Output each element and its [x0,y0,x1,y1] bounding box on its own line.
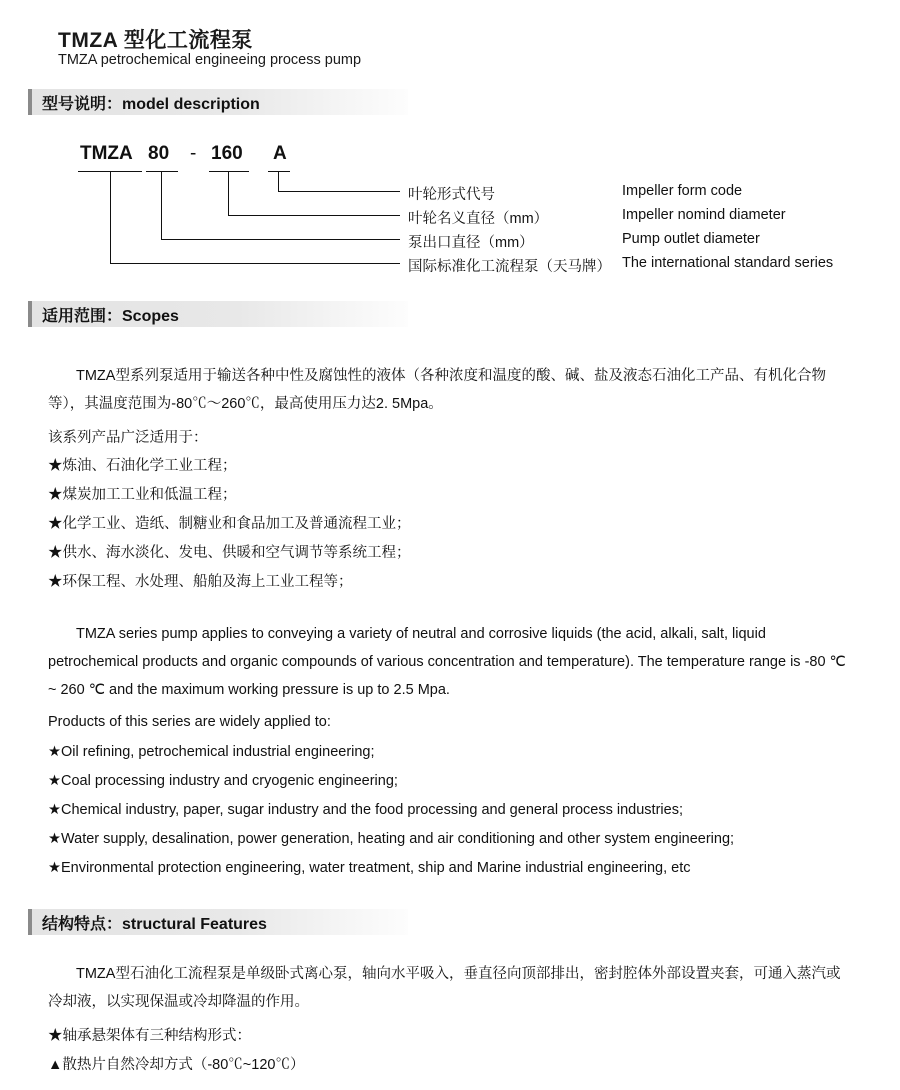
list-item: ★Environmental protection engineering, water treatment, ship and Marine industrial engineering, etc [48,860,691,876]
leader-line-series-horizontal [110,263,400,264]
list-item: ★炼油、石油化学工业工程； [48,458,237,474]
legend-en-impeller-form-code: Impeller form code [622,183,743,199]
list-item: ▲散热片自然冷却方式（-80℃~120℃） [48,1057,305,1073]
list-item: ★Oil refining, petrochemical industrial engineering; [48,744,375,760]
leader-line-outlet-vertical [161,171,162,239]
list-item: ★轴承悬架体有三种结构形式： [48,1028,251,1044]
section-title-label: 结构特点：structural Features [42,915,267,933]
leader-line-series-vertical [110,171,111,263]
legend-en-impeller-nominal-diameter: Impeller nomind diameter [622,207,786,223]
legend-en-pump-outlet-diameter: Pump outlet diameter [622,231,760,247]
section-header-scopes [28,301,408,327]
list-item: ★Coal processing industry and cryogenic engineering; [48,773,398,789]
section-header-model-description [28,89,408,115]
leader-line-form-vertical [278,171,279,191]
legend-cn-impeller-form-code: 叶轮形式代号 [408,187,495,203]
legend-cn-international-standard-series: 国际标准化工流程泵（天马牌） [408,259,611,275]
model-code-diagram [0,135,900,285]
section-accent-bar [28,301,32,327]
section-title-label: 型号说明：model description [42,95,260,113]
list-item: ★供水、海水淡化、发电、供暖和空气调节等系统工程； [48,545,411,561]
list-item: ★煤炭加工工业和低温工程； [48,487,237,503]
legend-en-international-standard-series: The international standard series [622,255,834,271]
list-item: ★化学工业、造纸、制糖业和食品加工及普通流程工业； [48,516,411,532]
scopes-en-lead: Products of this series are widely applied to: [48,714,331,730]
structure-paragraph: TMZA型石油化工流程泵是单级卧式离心泵，轴向水平吸入，垂直径向顶部排出，密封腔体外部设置夹套，可通入蒸汽或冷却液，以实现保温或冷却降温的作用。 [48,966,841,1010]
legend-cn-pump-outlet-diameter: 泵出口直径（mm） [408,235,534,251]
section-header-structural-features [28,909,408,935]
section-title-label: 适用范围：Scopes [42,307,179,325]
scopes-en-paragraph: TMZA series pump applies to conveying a variety of neutral and corrosive liquids (the acid, alkali, salt, liquid petrochemical products and organic compounds of various concentration and temperature). The temperature range is -80 ℃ ~ 260 ℃ and the maximum working pressure is up to 2.5 Mpa. [48,626,846,698]
section-accent-bar [28,89,32,115]
leader-line-outlet-horizontal [161,239,400,240]
model-token-dash: - [190,143,197,164]
section-accent-bar [28,909,32,935]
list-item: ★Chemical industry, paper, sugar industry and the food processing and general process industries; [48,802,683,818]
model-token-diameter: 160 [211,143,243,164]
leader-line-form-horizontal [278,191,400,192]
leader-line-diameter-vertical [228,171,229,215]
page-subtitle: TMZA petrochemical engineeing process pump [58,52,362,68]
underline-form [268,171,290,172]
legend-cn-impeller-nominal-diameter: 叶轮名义直径（mm） [408,211,549,227]
list-item: ★环保工程、水处理、船舶及海上工业工程等； [48,574,353,590]
leader-line-diameter-horizontal [228,215,400,216]
underline-diameter [209,171,249,172]
model-token-form: A [273,143,287,164]
list-item: ★Water supply, desalination, power generation, heating and air conditioning and other system engineering; [48,831,735,847]
scopes-cn-paragraph: TMZA型系列泵适用于输送各种中性及腐蚀性的液体（各种浓度和温度的酸、碱、盐及液态石油化工产品、有机化合物等），其温度范围为-80℃～260℃，最高使用压力达2. 5Mpa。 [48,368,826,412]
page-title: TMZA 型化工流程泵 [58,29,253,52]
model-token-series: TMZA [80,143,133,164]
underline-outlet [146,171,178,172]
scopes-cn-lead: 该系列产品广泛适用于： [48,430,208,446]
model-token-outlet: 80 [148,143,170,164]
